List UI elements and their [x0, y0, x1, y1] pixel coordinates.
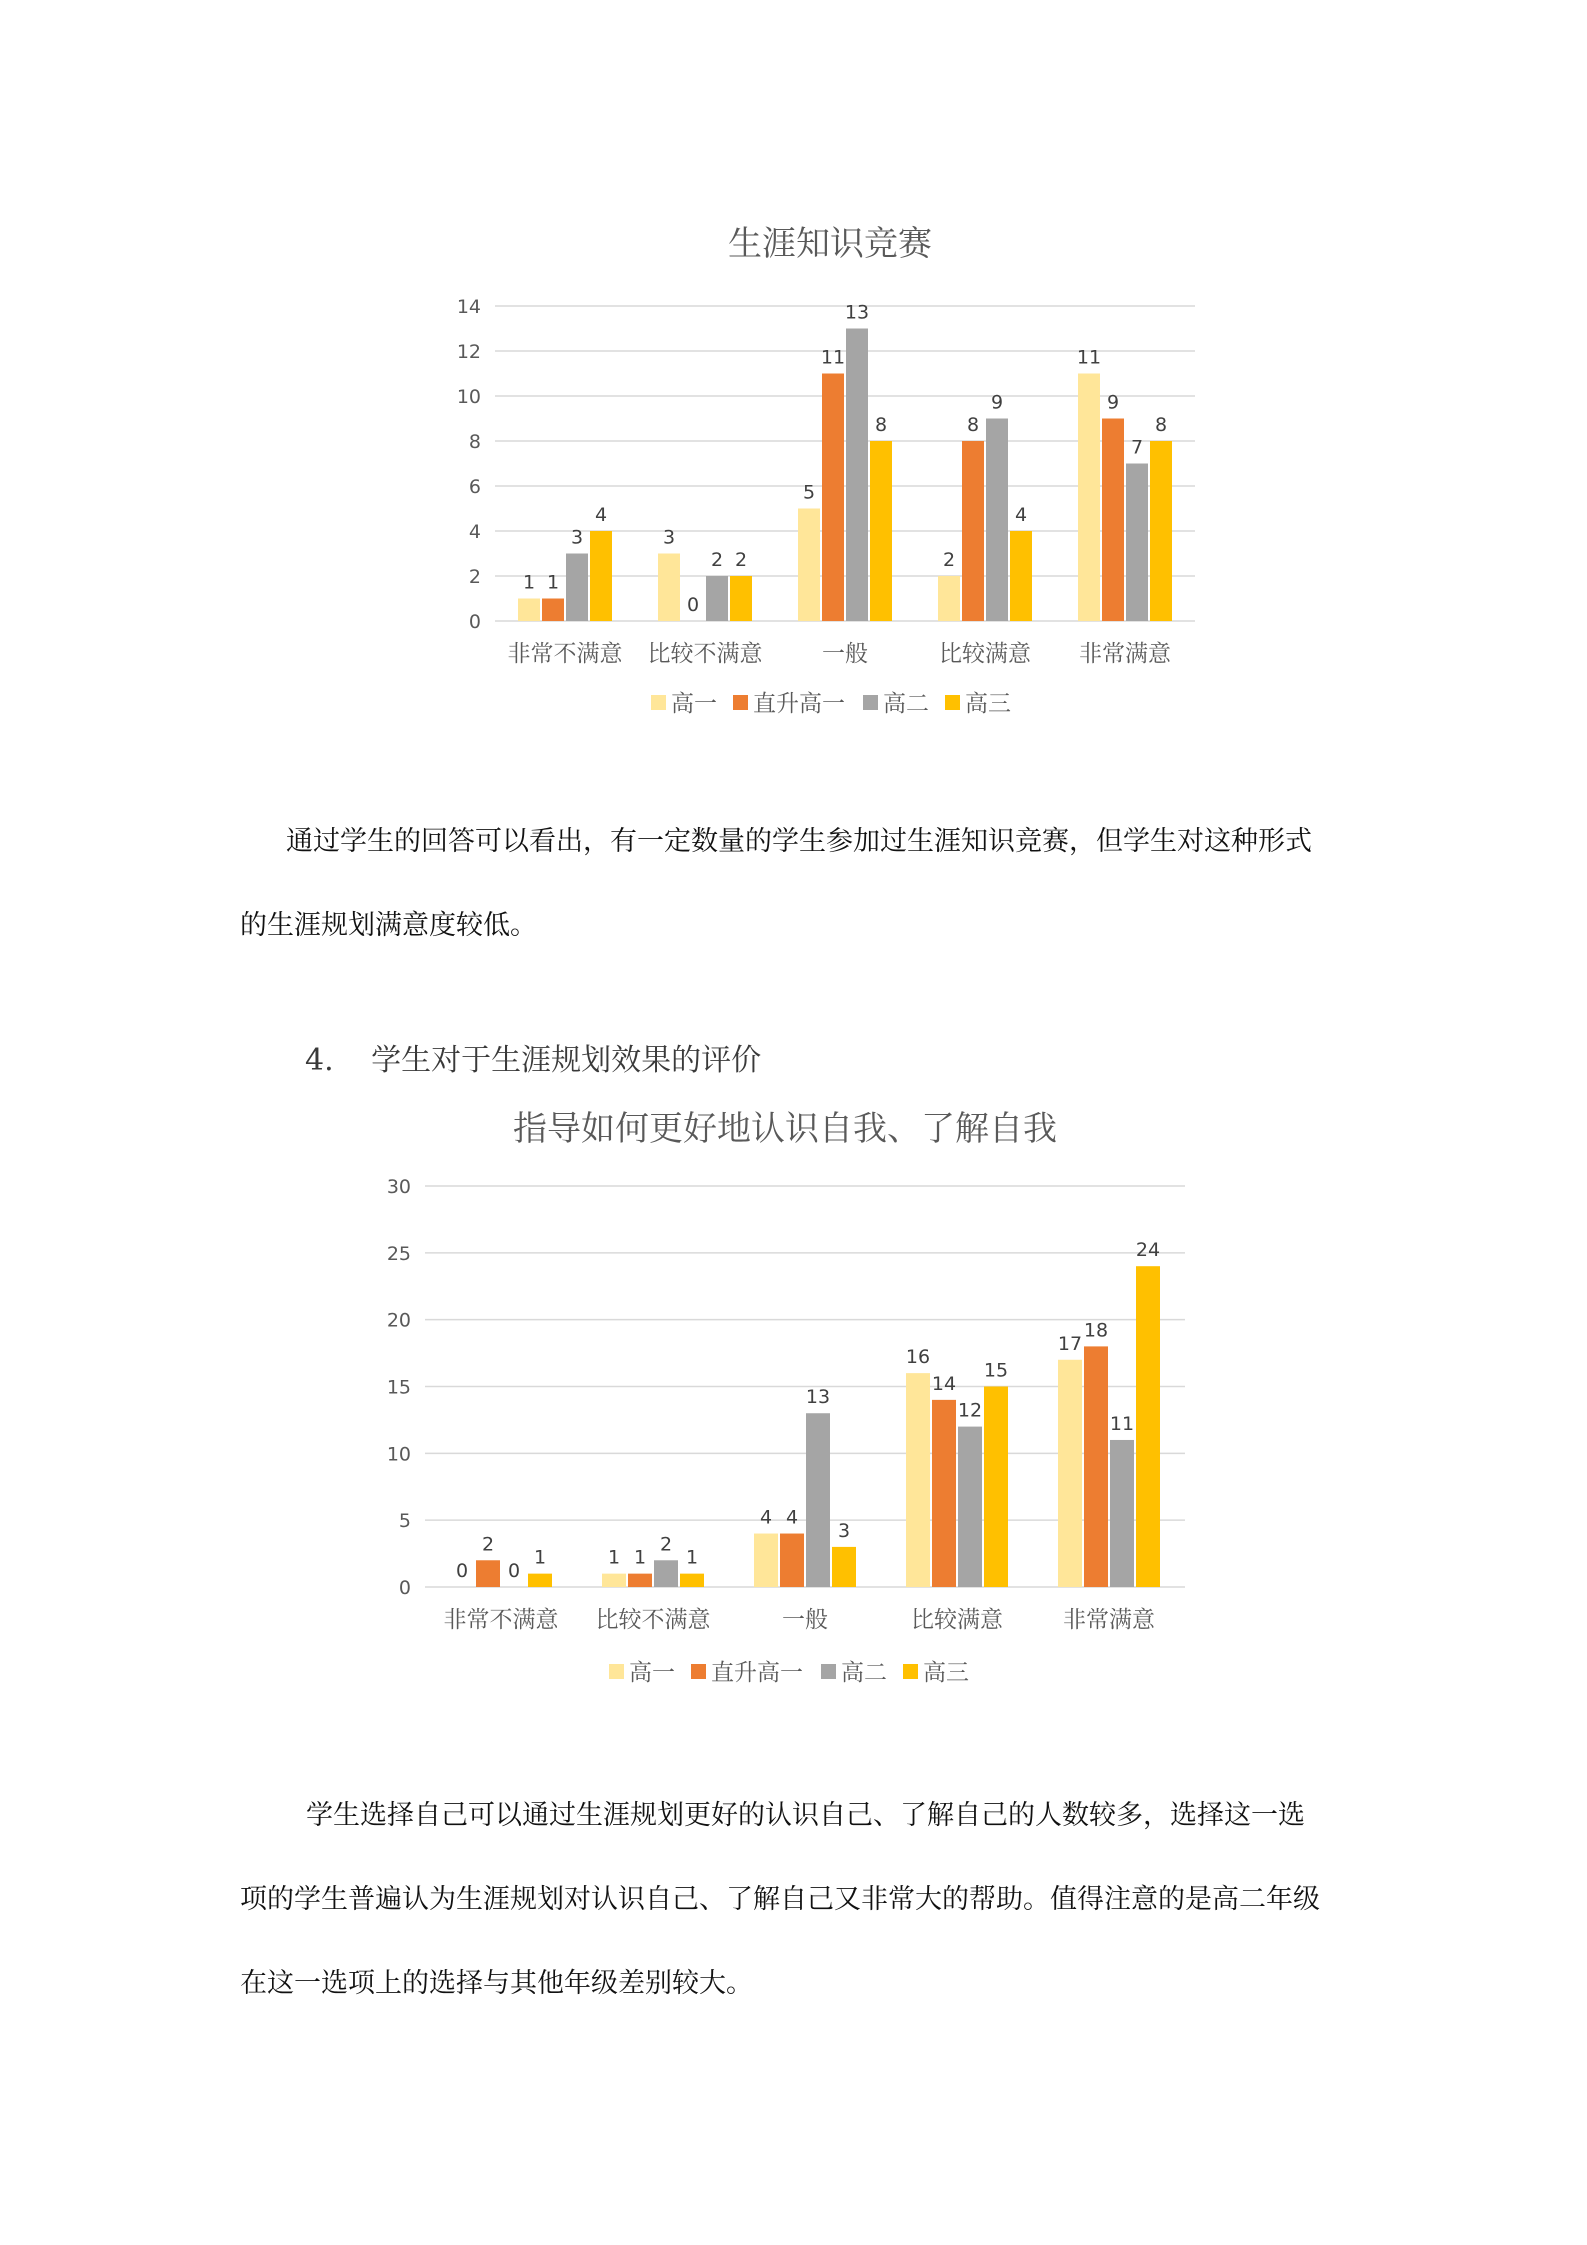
- y-tick-label: 25: [386, 1242, 411, 1265]
- data-label: 9: [990, 391, 1004, 414]
- chart-title: 生涯知识竞赛: [728, 224, 932, 264]
- category-label: 非常满意: [1079, 641, 1171, 667]
- category-label: 非常不满意: [507, 641, 623, 667]
- bar: [1126, 464, 1148, 622]
- data-label: 1: [522, 571, 536, 594]
- data-label: 13: [805, 1386, 831, 1409]
- legend-swatch: [691, 1664, 706, 1679]
- data-label: 1: [546, 571, 560, 594]
- paragraph-2-line-1: 学生选择自己可以通过生涯规划更好的认识自己、了解自己的人数较多，选择这一选: [306, 1800, 1305, 1831]
- paragraph-2-line-3: 在这一选项上的选择与其他年级差别较大。: [240, 1968, 753, 1999]
- bar: [986, 419, 1008, 622]
- bar: [1010, 531, 1032, 621]
- data-label: 0: [455, 1560, 469, 1582]
- category-label: 一般: [822, 641, 868, 667]
- bar: [1084, 1346, 1108, 1587]
- data-label: 7: [1130, 436, 1144, 459]
- chart-title: 指导如何更好地认识自我、了解自我: [513, 1109, 1057, 1149]
- bar: [1078, 374, 1100, 622]
- bar: [906, 1373, 930, 1587]
- legend-swatch: [609, 1664, 624, 1679]
- section-title: 学生对于生涯规划效果的评价: [371, 1043, 762, 1078]
- data-label: 16: [905, 1346, 931, 1369]
- data-label: 15: [983, 1359, 1009, 1382]
- bar: [654, 1560, 678, 1587]
- bar: [962, 441, 984, 621]
- section-heading: [305, 1035, 761, 1079]
- data-label: 0: [507, 1560, 521, 1582]
- data-label: 24: [1135, 1239, 1161, 1262]
- bar: [780, 1534, 804, 1587]
- y-tick-label: 10: [386, 1443, 411, 1466]
- data-label: 4: [785, 1506, 799, 1529]
- paragraph-1-line-1: 通过学生的回答可以看出，有一定数量的学生参加过生涯知识竞赛，但学生对这种形式: [286, 826, 1312, 857]
- y-tick-label: 0: [398, 1577, 411, 1599]
- data-label: 11: [1076, 346, 1102, 369]
- legend-swatch: [945, 695, 960, 710]
- bar: [1110, 1440, 1134, 1587]
- paragraph-1-line-2: 的生涯规划满意度较低。: [240, 910, 537, 941]
- data-label: 8: [1154, 414, 1168, 436]
- data-label: 1: [633, 1546, 647, 1569]
- bar: [932, 1400, 956, 1587]
- category-label: 比较满意: [939, 641, 1031, 667]
- bar: [602, 1574, 626, 1587]
- legend-swatch: [821, 1664, 836, 1679]
- bar: [706, 576, 728, 621]
- data-label: 9: [1106, 391, 1120, 414]
- legend-swatch: [903, 1664, 918, 1679]
- data-label: 2: [734, 549, 748, 571]
- data-label: 4: [1014, 504, 1028, 526]
- data-label: 18: [1083, 1319, 1109, 1342]
- y-tick-label: 4: [468, 521, 481, 543]
- data-label: 17: [1057, 1332, 1083, 1355]
- legend-label: 高二: [841, 1660, 887, 1686]
- category-label: 非常满意: [1063, 1607, 1155, 1633]
- chart-career-knowledge-contest: [0, 200, 1587, 740]
- bar: [542, 599, 564, 622]
- legend-label: 高一: [671, 691, 717, 717]
- y-tick-label: 12: [456, 341, 481, 363]
- data-label: 2: [942, 549, 956, 571]
- data-label: 1: [685, 1546, 699, 1569]
- bar: [754, 1534, 778, 1587]
- bar: [590, 531, 612, 621]
- data-label: 14: [931, 1372, 957, 1395]
- legend-label: 直升高一: [711, 1660, 803, 1686]
- bar: [730, 576, 752, 621]
- bar: [1058, 1360, 1082, 1587]
- legend-swatch: [651, 695, 666, 710]
- data-label: 1: [533, 1546, 547, 1569]
- data-label: 12: [957, 1399, 983, 1422]
- category-label: 一般: [782, 1607, 828, 1633]
- category-label: 比较满意: [911, 1607, 1003, 1633]
- paragraph-2-line-2: 项的学生普遍认为生涯规划对认识自己、了解自己又非常大的帮助。值得注意的是高二年级: [240, 1884, 1320, 1915]
- bar: [832, 1547, 856, 1587]
- bar: [528, 1574, 552, 1587]
- bar: [1136, 1266, 1160, 1587]
- bar: [1102, 419, 1124, 622]
- bar: [938, 576, 960, 621]
- bar: [958, 1427, 982, 1587]
- data-label: 3: [662, 526, 676, 549]
- data-label: 3: [570, 526, 584, 549]
- data-label: 5: [802, 481, 816, 504]
- y-tick-label: 2: [468, 566, 481, 588]
- bar: [806, 1413, 830, 1587]
- bar: [680, 1574, 704, 1587]
- bar: [476, 1560, 500, 1587]
- chart-svg: [0, 1090, 1587, 1720]
- bar: [984, 1387, 1008, 1588]
- data-label: 4: [594, 504, 608, 526]
- data-label: 1: [607, 1546, 621, 1569]
- paragraph-2: [240, 1774, 1360, 2026]
- bar: [566, 554, 588, 622]
- legend-label: 直升高一: [753, 691, 845, 717]
- data-label: 2: [481, 1533, 495, 1556]
- data-label: 13: [844, 301, 870, 324]
- data-label: 2: [710, 549, 724, 571]
- bar: [846, 329, 868, 622]
- category-label: 比较不满意: [647, 641, 763, 667]
- y-tick-label: 14: [456, 296, 481, 318]
- legend-label: 高三: [965, 691, 1011, 717]
- data-label: 3: [837, 1519, 851, 1542]
- legend-label: 高一: [629, 1660, 675, 1686]
- y-tick-label: 15: [386, 1376, 411, 1399]
- data-label: 4: [759, 1506, 773, 1529]
- y-tick-label: 6: [468, 476, 481, 498]
- legend-swatch: [733, 695, 748, 710]
- category-label: 比较不满意: [595, 1607, 711, 1633]
- legend-label: 高二: [883, 691, 929, 717]
- data-label: 11: [1109, 1412, 1135, 1435]
- y-tick-label: 0: [468, 611, 481, 633]
- bar: [870, 441, 892, 621]
- category-label: 非常不满意: [443, 1607, 559, 1633]
- bar: [658, 554, 680, 622]
- paragraph-1: [240, 800, 1360, 968]
- section-number: 4.: [305, 1043, 334, 1078]
- data-label: 8: [966, 414, 980, 436]
- data-label: 2: [659, 1533, 673, 1556]
- bar: [518, 599, 540, 622]
- bar: [1150, 441, 1172, 621]
- chart-self-knowledge: [0, 1090, 1587, 1720]
- bar: [822, 374, 844, 622]
- y-tick-label: 20: [386, 1309, 411, 1332]
- chart-svg: [0, 200, 1587, 740]
- y-tick-label: 5: [398, 1510, 411, 1533]
- legend-swatch: [863, 695, 878, 710]
- y-tick-label: 10: [456, 386, 481, 408]
- bar: [628, 1574, 652, 1587]
- y-tick-label: 30: [386, 1176, 411, 1198]
- data-label: 11: [820, 346, 846, 369]
- legend-label: 高三: [923, 1660, 969, 1686]
- data-label: 0: [686, 594, 700, 616]
- data-label: 8: [874, 414, 888, 436]
- y-tick-label: 8: [468, 431, 481, 453]
- bar: [798, 509, 820, 622]
